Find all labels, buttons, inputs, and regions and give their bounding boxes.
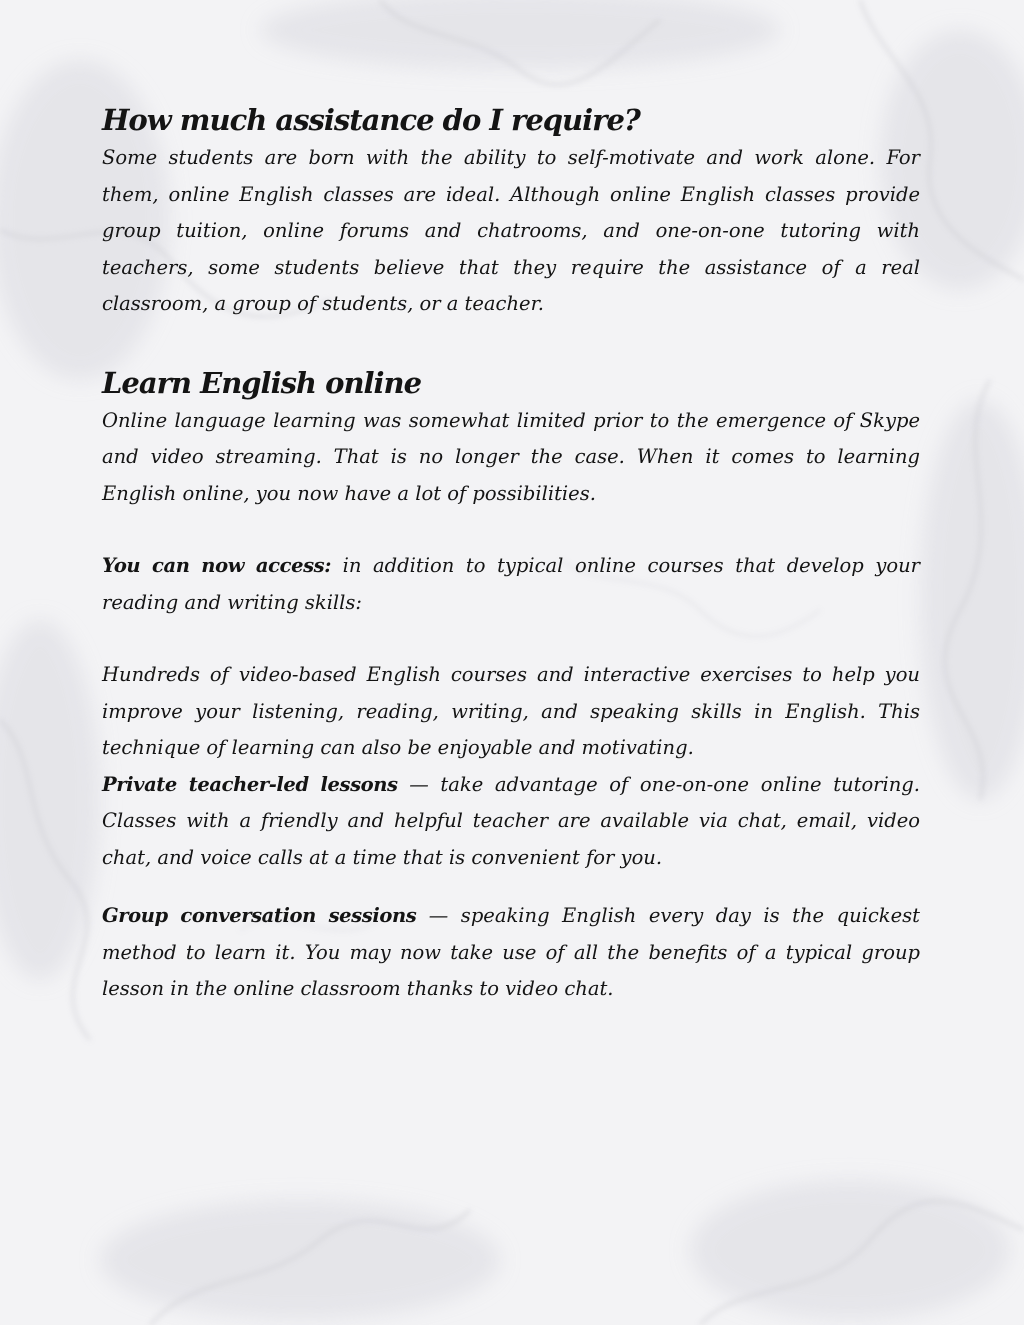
section-heading-assistance: How much assistance do I require?: [102, 103, 640, 137]
paragraph-assistance: Some students are born with the ability to self-motivate and work alone. For them, online English classes are ideal. Although online English classes provide group tuition, online forums and chatrooms, and one-on-one tutoring with teachers, some students believe that they require the assistance of a real classroom, a group of students, or a teacher.: [102, 146, 920, 315]
paragraph-video-courses: Hundreds of video-based English courses and interactive exercises to help you improve your listening, reading, writing, and speaking skills in English. This technique of learning can also be enjoyable and motivating.: [102, 663, 920, 759]
paragraph-access: [102, 548, 920, 621]
paragraph-private-lessons: [102, 767, 920, 877]
access-lead: You can now access:: [102, 554, 332, 577]
group-sessions-body: — speaking English every day is the quickest method to learn it. You may now take use of all the benefits of a typical group lesson in the online classroom thanks to video chat.: [102, 904, 920, 1000]
group-sessions-lead: Group conversation sessions: [102, 904, 417, 927]
document-page: [102, 100, 920, 1008]
private-lessons-lead: Private teacher-led lessons: [102, 772, 398, 796]
section-heading-learn-online: Learn English online: [102, 365, 422, 400]
private-lessons-body: — take advantage of one-on-one online tutoring. Classes with a friendly and helpful teacher are available via chat, email, video chat, and voice calls at a time that is convenient for you.: [102, 772, 920, 869]
access-body: in addition to typical online courses that develop your reading and writing skills:: [102, 554, 920, 614]
paragraph-group-sessions: [102, 898, 920, 1008]
paragraph-learn-online: Online language learning was somewhat limited prior to the emergence of Skype and video streaming. That is no longer the case. When it comes to learning English online, you now have a lot of possibilities.: [102, 408, 920, 505]
